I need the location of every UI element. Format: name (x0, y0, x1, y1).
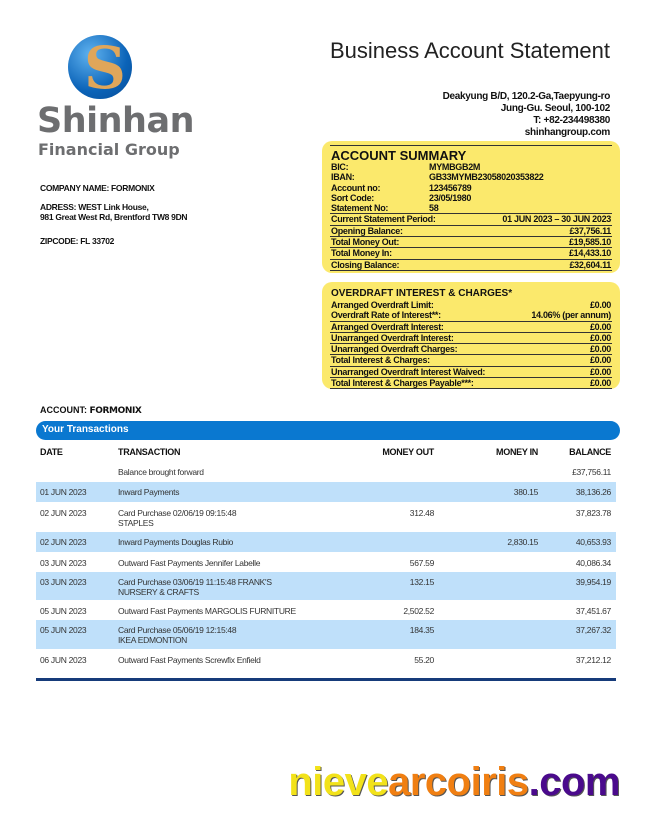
row-transaction (118, 606, 296, 616)
row-date: 02 JUN 2023 (40, 537, 87, 547)
row-label: Closing Balance: (331, 259, 400, 270)
row-transaction (118, 487, 179, 497)
row-label: Total Money In: (331, 248, 392, 259)
row-money-out: 2,502.52 (403, 606, 434, 616)
company-name: COMPANY NAME: FORMONIX (40, 183, 155, 193)
row-value: £0.00 (589, 366, 611, 377)
summary-row (330, 343, 612, 354)
row-label: Statement No: (331, 203, 389, 214)
table-row (36, 532, 616, 552)
divider (36, 678, 616, 681)
address-line: Deakyung B/D, 120.2-Ga,Taepyung-ro (442, 91, 610, 102)
row-date: 01 JUN 2023 (40, 487, 87, 497)
brand-subtitle: Financial Group (38, 140, 180, 159)
row-date: 05 JUN 2023 (40, 606, 87, 616)
row-label: Overdraft Rate of Interest**: (331, 310, 441, 321)
transaction-line: Card Purchase 02/06/19 09:15:48 (118, 508, 237, 518)
row-date: 05 JUN 2023 (40, 625, 87, 635)
website: shinhangroup.com (524, 127, 610, 138)
summary-row (330, 162, 612, 172)
row-date: 03 JUN 2023 (40, 577, 87, 587)
overdraft-heading: OVERDRAFT INTEREST & CHARGES* (331, 288, 513, 299)
bank-address (443, 91, 610, 139)
watermark-part: .com (528, 760, 620, 804)
row-label: Arranged Overdraft Limit: (331, 300, 434, 310)
summary-row (330, 203, 612, 213)
row-transaction (118, 625, 236, 645)
table-row (36, 650, 616, 670)
row-label: Total Interest & Charges Payable***: (331, 378, 474, 389)
summary-row (330, 354, 612, 365)
row-value: £19,585.10 (568, 237, 611, 248)
row-value: £37,756.11 (569, 225, 611, 236)
row-balance: 37,451.67 (575, 606, 611, 616)
row-value: 23/05/1980 (429, 192, 472, 203)
summary-row (330, 321, 612, 332)
row-balance: 39,954.19 (575, 577, 611, 587)
watermark (288, 762, 620, 802)
row-value: £14,433.10 (568, 248, 611, 259)
transaction-line: Balance brought forward (118, 467, 204, 477)
transaction-line: Outward Fast Payments Screwfix Enfield (118, 655, 261, 665)
row-label: Unarranged Overdraft Interest Waived: (331, 366, 486, 377)
transactions-header: Your Transactions (36, 421, 620, 440)
transaction-line: NURSERY & CRAFTS (118, 587, 199, 597)
row-value: £0.00 (589, 378, 611, 389)
row-balance: 38,136.26 (575, 487, 611, 497)
row-transaction (118, 558, 260, 568)
summary-row (330, 247, 612, 258)
row-transaction (118, 467, 204, 477)
row-date: 03 JUN 2023 (40, 558, 87, 568)
divider (330, 388, 612, 389)
summary-row (330, 310, 612, 320)
row-label: BIC: (331, 162, 349, 172)
row-label: Opening Balance: (331, 225, 403, 236)
row-value: £0.00 (589, 344, 611, 355)
summary-row (330, 300, 612, 310)
row-label: Account no: (331, 182, 381, 193)
transaction-line: IKEA EDMONTION (118, 635, 188, 645)
phone: T: +82-234498380 (533, 115, 610, 126)
table-row (36, 572, 616, 600)
summary-row (330, 377, 612, 388)
row-money-in: 2,830.15 (507, 537, 538, 547)
row-label: Total Interest & Charges: (331, 355, 430, 366)
divider (330, 270, 612, 271)
row-label: Total Money Out: (331, 237, 400, 248)
account-name: FORMONIX (89, 406, 142, 416)
address-line: Jung-Gu. Seoul, 100-102 (500, 103, 610, 114)
row-money-out: 55.20 (414, 655, 434, 665)
address-line: ADRESS: WEST Link House, (40, 202, 149, 212)
transaction-line: Outward Fast Payments MARGOLIS FURNITURE (118, 606, 296, 616)
overdraft-summary (322, 282, 620, 389)
summary-row (330, 332, 612, 343)
row-label: Current Statement Period: (331, 214, 436, 225)
row-value: 58 (429, 203, 439, 214)
row-value: £0.00 (589, 300, 611, 310)
col-transaction: TRANSACTION (118, 447, 181, 457)
row-money-out: 184.35 (409, 625, 434, 635)
row-money-out: 567.59 (409, 558, 434, 568)
table-row (36, 601, 616, 620)
row-balance: 40,653.93 (575, 537, 611, 547)
summary-row (330, 225, 612, 236)
transaction-line: STAPLES (118, 518, 154, 528)
row-transaction (118, 508, 236, 528)
row-transaction (118, 537, 233, 547)
row-value: 14.06% (per annum) (531, 310, 611, 321)
zipcode: ZIPCODE: FL 33702 (40, 236, 115, 246)
row-value: MYMBGB2M (429, 162, 481, 172)
transaction-line: Outward Fast Payments Jennifer Labelle (118, 558, 261, 568)
row-transaction (118, 655, 261, 665)
transaction-line: Card Purchase 03/06/19 11:15:48 FRANK'S (118, 577, 272, 587)
summary-row (330, 213, 612, 224)
col-date: DATE (40, 447, 63, 457)
row-balance: 37,823.78 (575, 508, 611, 518)
row-balance: 37,267.32 (575, 625, 611, 635)
row-value: 123456789 (429, 182, 472, 193)
shinhan-logo-icon: S (68, 35, 132, 99)
table-row (36, 462, 616, 482)
row-date: 02 JUN 2023 (40, 508, 87, 518)
account-summary (322, 141, 620, 273)
summary-row (330, 172, 612, 182)
row-value: GB33MYMB23058020353822 (429, 172, 544, 183)
row-label: IBAN: (331, 172, 355, 183)
row-money-out: 132.15 (409, 577, 434, 587)
row-transaction (118, 577, 272, 597)
account-label (40, 405, 141, 416)
watermark-part: nieve (288, 760, 389, 804)
row-balance: 37,212.12 (575, 655, 611, 665)
transaction-line: Inward Payments (118, 487, 180, 497)
row-balance: £37,756.11 (572, 467, 611, 477)
table-row (36, 620, 616, 649)
row-value: £0.00 (589, 355, 611, 366)
row-value: 01 JUN 2023 – 30 JUN 2023 (502, 214, 611, 225)
transaction-line: Card Purchase 05/06/19 12:15:48 (118, 625, 237, 635)
watermark-part: arcoiris (388, 760, 529, 804)
table-row (36, 553, 616, 572)
table-row (36, 503, 616, 532)
row-label: Unarranged Overdraft Interest: (331, 332, 454, 343)
row-money-out: 312.48 (409, 508, 434, 518)
row-value: £32,604.11 (569, 259, 611, 270)
account-label-text: ACCOUNT: (40, 405, 87, 415)
summary-row (330, 183, 612, 193)
address-line: 981 Great West Rd, Brentford TW8 9DN (40, 212, 188, 222)
row-label: Arranged Overdraft Interest: (331, 321, 444, 332)
page-title: Business Account Statement (329, 38, 610, 63)
table-row (36, 482, 616, 502)
col-money-out: MONEY OUT (382, 447, 434, 457)
row-money-in: 380.15 (513, 487, 538, 497)
company-address (40, 202, 187, 222)
summary-row (330, 259, 612, 270)
row-label: Unarranged Overdraft Charges: (331, 344, 458, 355)
summary-row (330, 193, 612, 203)
col-balance: BALANCE (569, 447, 611, 457)
summary-row (330, 236, 612, 247)
col-money-in: MONEY IN (496, 447, 538, 457)
row-date: 06 JUN 2023 (40, 655, 87, 665)
row-label: Sort Code: (331, 192, 374, 203)
brand-name: Shinhan (37, 101, 194, 141)
row-value: £0.00 (589, 321, 611, 332)
transaction-line: Inward Payments Douglas Rubio (118, 537, 234, 547)
transactions-table (36, 462, 616, 670)
row-balance: 40,086.34 (575, 558, 611, 568)
summary-row (330, 366, 612, 377)
row-value: £0.00 (589, 332, 611, 343)
summary-heading: ACCOUNT SUMMARY (330, 145, 612, 162)
